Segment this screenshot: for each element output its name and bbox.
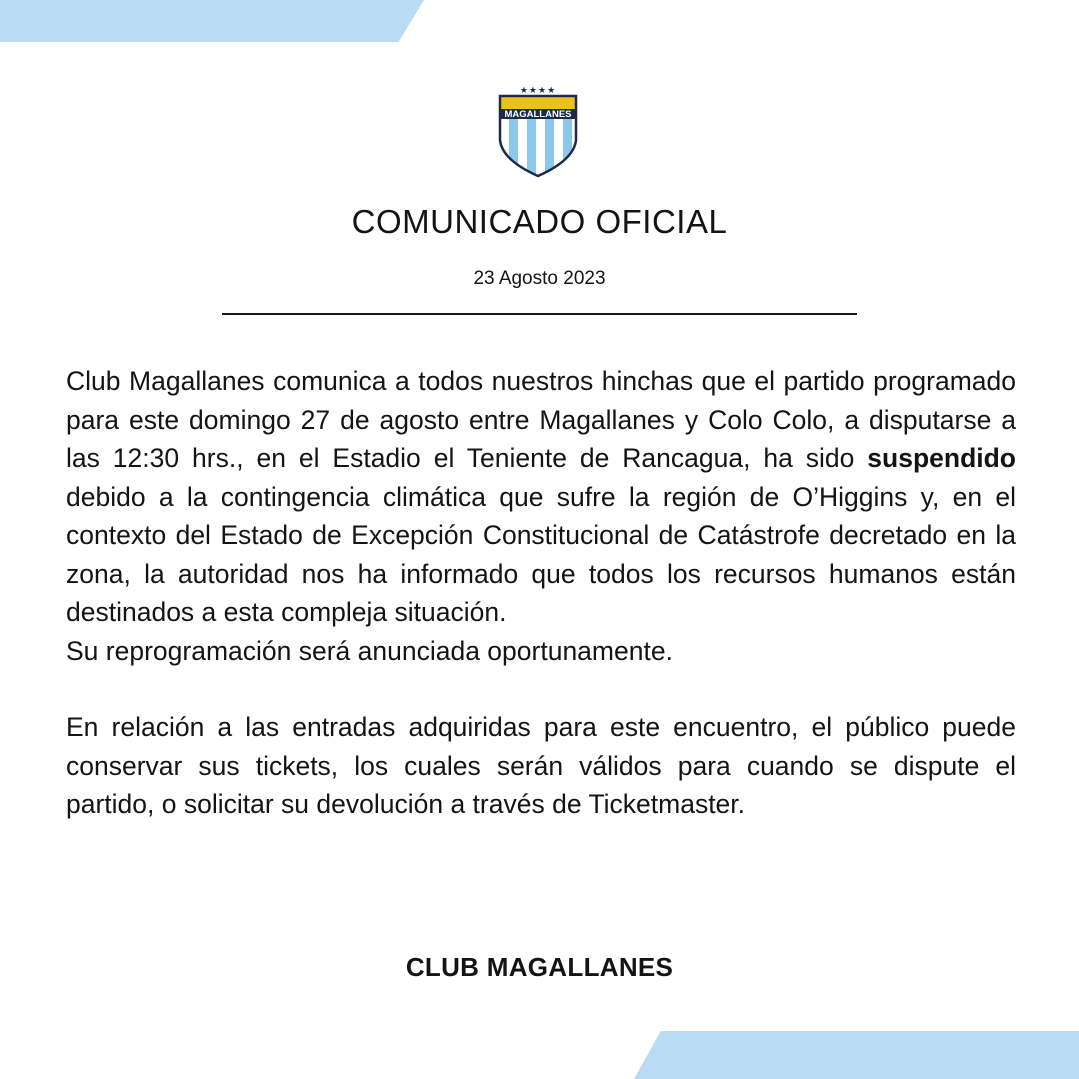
statement-paragraph-3: En relación a las entradas adquiridas para este encuentro, el público puede conservar sus tickets, los cuales serán válidos para cuando se dispute el partido, o solicitar su devolución a través de Ticketmaster.	[66, 712, 1016, 819]
page-title: COMUNICADO OFICIAL	[351, 203, 728, 240]
crest-stars: ★★★★	[519, 86, 557, 96]
suspended-emphasis: suspendido	[867, 443, 1016, 473]
publication-date: 23 Agosto 2023	[473, 268, 606, 289]
paragraph-1-intro: Club Magallanes comunica a todos nuestros hinchas que el partido programado para este domingo 27 de agosto entre Magallanes y Colo Colo, a disputarse a las 12:30 hrs., en el Estadio el Teniente de Rancagua, ha sido	[66, 366, 1016, 473]
top-left-accent-band	[0, 0, 424, 42]
statement-paragraph-2: Su reprogramación será anunciada oportunamente.	[66, 635, 673, 666]
title-divider	[222, 313, 857, 315]
club-crest-logo	[494, 84, 582, 178]
crest-label: MAGALLANES	[504, 109, 572, 120]
signature: CLUB MAGALLANES	[405, 952, 674, 982]
statement-paragraph-1	[66, 362, 1016, 632]
paragraph-1-rest: debido a la contingencia climática que sufre la región de O’Higgins y, en el contexto del Estado de Excepción Constitucional de Catástrofe decretado en la zona, la autoridad nos ha informado que todos los recursos humanos están destinados a esta compleja situación.	[66, 481, 1016, 627]
statement-body	[66, 362, 1016, 824]
bottom-right-accent-band	[634, 1031, 1079, 1079]
